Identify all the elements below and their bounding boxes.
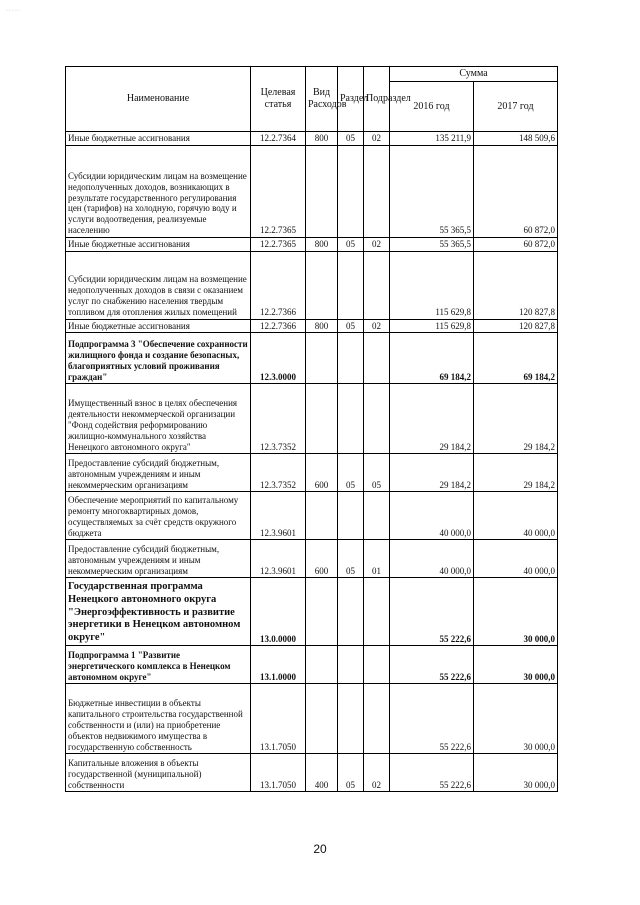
row-expense-type: 800	[306, 132, 338, 146]
row-sum-2016: 115 629,8	[390, 251, 474, 319]
header-year-2017: 2017 год	[474, 82, 558, 132]
row-sum-2016: 115 629,8	[390, 319, 474, 333]
row-section	[338, 251, 364, 319]
row-sum-2017: 30 000,0	[474, 754, 558, 792]
row-section	[338, 384, 364, 454]
row-sum-2017: 120 827,8	[474, 319, 558, 333]
row-target: 12.3.9601	[251, 540, 306, 578]
row-name: Имущественный взнос в целях обеспечения деятельности некоммерческой организации "Фонд содействия реформированию жилищно-коммунального хозяйства Ненецкого автономного округа"	[66, 384, 251, 454]
row-section: 05	[338, 540, 364, 578]
table-row	[66, 454, 558, 492]
row-section: 05	[338, 454, 364, 492]
row-name: Субсидии юридическим лицам на возмещение недополученных доходов в связи с оказанием услуг по снабжению населения твердым топливом для отопления жилых помещений	[66, 251, 251, 319]
row-sum-2017: 40 000,0	[474, 492, 558, 540]
row-section: 05	[338, 237, 364, 251]
page-number: 20	[313, 842, 327, 856]
row-sum-2017: 30 000,0	[474, 578, 558, 646]
row-expense-type	[306, 578, 338, 646]
row-expense-type	[306, 384, 338, 454]
header-sum: Сумма	[390, 67, 558, 82]
row-name: Иные бюджетные ассигнования	[66, 132, 251, 146]
row-subsection	[364, 492, 390, 540]
row-subsection	[364, 384, 390, 454]
table-row	[66, 384, 558, 454]
row-target: 12.3.7352	[251, 384, 306, 454]
row-expense-type	[306, 333, 338, 384]
row-section	[338, 578, 364, 646]
row-section: 05	[338, 132, 364, 146]
row-target: 13.1.7050	[251, 754, 306, 792]
row-expense-type	[306, 646, 338, 684]
row-expense-type	[306, 684, 338, 754]
row-target: 12.3.7352	[251, 454, 306, 492]
row-sum-2017: 29 184,2	[474, 384, 558, 454]
row-name: Предоставление субсидий бюджетным, автономным учреждениям и иным некоммерческим организациям	[66, 540, 251, 578]
row-name: Иные бюджетные ассигнования	[66, 319, 251, 333]
row-target: 12.2.7364	[251, 132, 306, 146]
table-row	[66, 333, 558, 384]
row-sum-2017: 29 184,2	[474, 454, 558, 492]
row-subsection	[364, 646, 390, 684]
row-sum-2016: 69 184,2	[390, 333, 474, 384]
row-subsection	[364, 333, 390, 384]
row-sum-2017: 148 509,6	[474, 132, 558, 146]
row-section: 05	[338, 754, 364, 792]
row-name: Предоставление субсидий бюджетным, автономным учреждениям и иным некоммерческим организациям	[66, 454, 251, 492]
row-section	[338, 333, 364, 384]
table-row	[66, 132, 558, 146]
scan-corner-mark: ·····	[6, 8, 21, 14]
row-sum-2017: 60 872,0	[474, 145, 558, 237]
row-subsection: 02	[364, 237, 390, 251]
row-subsection: 02	[364, 132, 390, 146]
row-target: 12.2.7366	[251, 319, 306, 333]
header-section: Раздел	[338, 67, 364, 132]
row-sum-2016: 40 000,0	[390, 492, 474, 540]
table-row	[66, 319, 558, 333]
table-row	[66, 578, 558, 646]
row-expense-type: 800	[306, 237, 338, 251]
row-name: Иные бюджетные ассигнования	[66, 237, 251, 251]
row-name: Обеспечение мероприятий по капитальному ремонту многоквартирных домов, осуществляемых за счёт средств окружного бюджета	[66, 492, 251, 540]
row-expense-type	[306, 251, 338, 319]
row-sum-2016: 55 222,6	[390, 646, 474, 684]
row-name: Подпрограмма 3 "Обеспечение сохранности жилищного фонда и создание безопасных, благоприятных условий проживания граждан"	[66, 333, 251, 384]
row-target: 12.3.9601	[251, 492, 306, 540]
row-expense-type: 600	[306, 454, 338, 492]
table-row	[66, 145, 558, 237]
row-sum-2016: 135 211,9	[390, 132, 474, 146]
row-target: 13.1.0000	[251, 646, 306, 684]
row-expense-type: 400	[306, 754, 338, 792]
row-expense-type: 800	[306, 319, 338, 333]
row-sum-2016: 40 000,0	[390, 540, 474, 578]
table-row	[66, 684, 558, 754]
row-target: 12.2.7366	[251, 251, 306, 319]
row-section	[338, 646, 364, 684]
row-sum-2017: 30 000,0	[474, 684, 558, 754]
row-subsection	[364, 578, 390, 646]
row-subsection	[364, 251, 390, 319]
row-sum-2017: 69 184,2	[474, 333, 558, 384]
table-row	[66, 754, 558, 792]
row-subsection	[364, 684, 390, 754]
row-target: 13.1.7050	[251, 684, 306, 754]
row-section	[338, 684, 364, 754]
row-subsection	[364, 145, 390, 237]
row-target: 12.3.0000	[251, 333, 306, 384]
row-expense-type: 600	[306, 540, 338, 578]
row-sum-2017: 120 827,8	[474, 251, 558, 319]
row-target: 12.2.7365	[251, 145, 306, 237]
header-target-article: Целевая статья	[251, 67, 306, 132]
row-expense-type	[306, 145, 338, 237]
table-row	[66, 646, 558, 684]
header-subsection: Подраздел	[364, 67, 390, 132]
row-sum-2016: 55 222,6	[390, 754, 474, 792]
row-subsection: 02	[364, 319, 390, 333]
row-expense-type	[306, 492, 338, 540]
row-target: 13.0.0000	[251, 578, 306, 646]
row-sum-2017: 40 000,0	[474, 540, 558, 578]
table-row	[66, 492, 558, 540]
row-name: Бюджетные инвестиции в объекты капитального строительства государственной собственности и (или) на приобретение объектов недвижимого имущества в государственную собственность	[66, 684, 251, 754]
header-expense-type: Вид Расходов	[306, 67, 338, 132]
row-name: Субсидии юридическим лицам на возмещение недополученных доходов, возникающих в результате государственного регулирования цен (тарифов) на холодную, горячую воду и услуги водоотведения, реализуемые населению	[66, 145, 251, 237]
row-sum-2017: 60 872,0	[474, 237, 558, 251]
table-row	[66, 251, 558, 319]
header-name: Наименование	[66, 67, 251, 132]
row-subsection: 05	[364, 454, 390, 492]
row-name: Подпрограмма 1 "Развитие энергетического комплекса в Ненецком автономном округе"	[66, 646, 251, 684]
row-section: 05	[338, 319, 364, 333]
row-name: Государственная программа Ненецкого автономного округа "Энергоэффективность и развитие энергетики в Ненецком автономном округе"	[66, 578, 251, 646]
row-sum-2016: 55 222,6	[390, 684, 474, 754]
row-sum-2016: 29 184,2	[390, 384, 474, 454]
budget-table	[65, 66, 558, 792]
row-target: 12.2.7365	[251, 237, 306, 251]
row-name: Капитальные вложения в объекты государственной (муниципальной) собственности	[66, 754, 251, 792]
table-row	[66, 237, 558, 251]
row-sum-2016: 55 365,5	[390, 237, 474, 251]
row-section	[338, 492, 364, 540]
row-sum-2016: 29 184,2	[390, 454, 474, 492]
row-subsection: 01	[364, 540, 390, 578]
row-sum-2016: 55 222,6	[390, 578, 474, 646]
row-section	[338, 145, 364, 237]
table-row	[66, 540, 558, 578]
header-year-2016: 2016 год	[390, 82, 474, 132]
row-subsection: 02	[364, 754, 390, 792]
row-sum-2017: 30 000,0	[474, 646, 558, 684]
row-sum-2016: 55 365,5	[390, 145, 474, 237]
